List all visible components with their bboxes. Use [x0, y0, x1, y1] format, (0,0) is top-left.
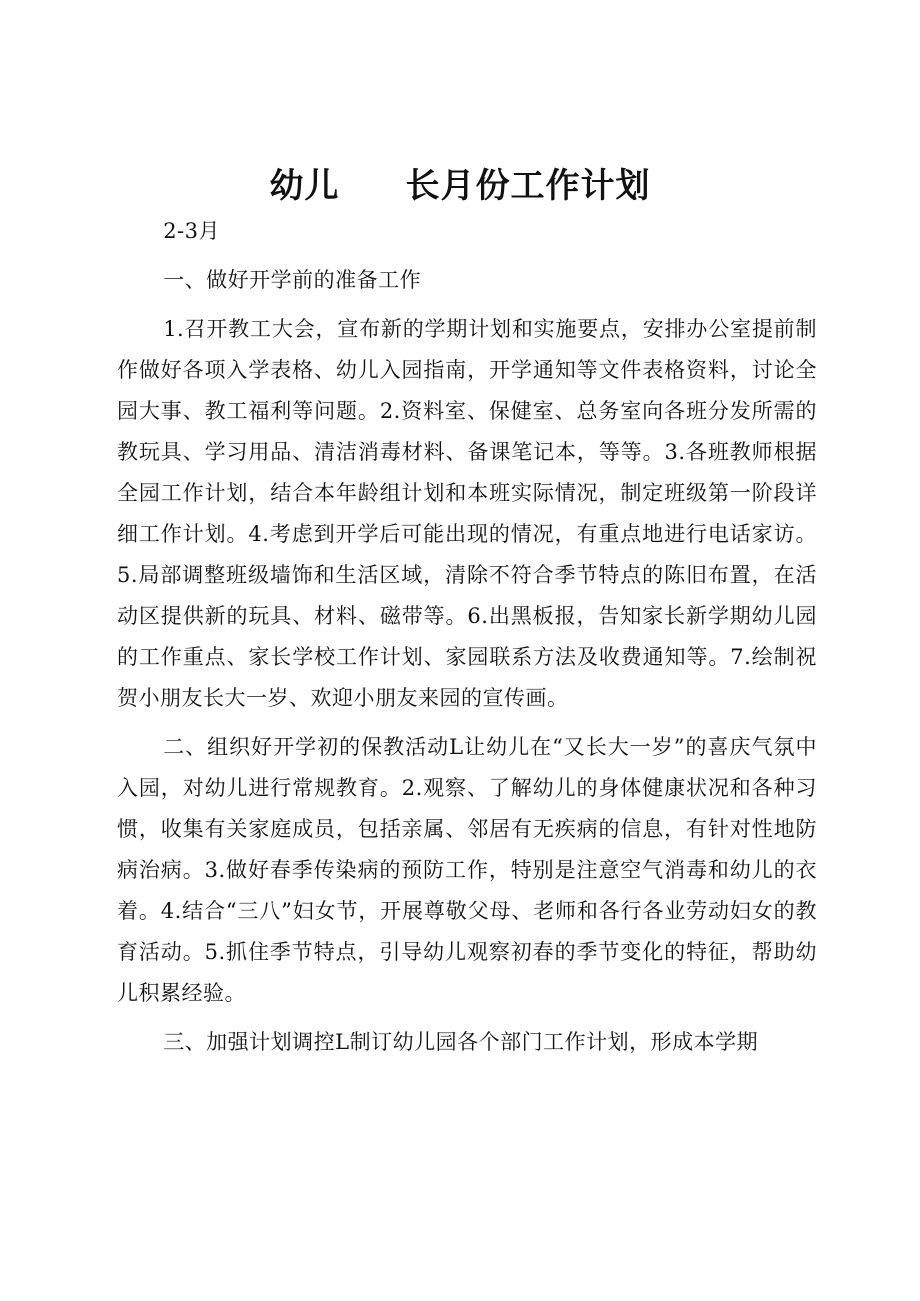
document-body	[117, 211, 817, 1071]
section-2-body: 二、组织好开学初的保教活动L让幼儿在“又长大一岁”的喜庆气氛中入园，对幼儿进行常规教育。2.观察、了解幼儿的身体健康状况和各种习惯，收集有关家庭成员，包括亲属、邻居有无疾病的信息，有针对性地防病治病。3.做好春季传染病的预防工作，特别是注意空气消毒和幼儿的衣着。4.结合“三八”妇女节，开展尊敬父母、老师和各行各业劳动妇女的教育活动。5.抓住季节特点，引导幼儿观察初春的季节变化的特征，帮助幼儿积累经验。	[117, 735, 817, 1005]
title-part-2: 长月份工作计划	[405, 166, 651, 206]
document-title	[0, 163, 920, 209]
date-range: 2-3月	[163, 219, 221, 243]
title-part-1: 幼儿	[269, 166, 340, 206]
section-1-heading: 一、做好开学前的准备工作	[163, 268, 422, 292]
section-1-body: 1.召开教工大会，宣布新的学期计划和实施要点，安排办公室提前制作做好各项入学表格、幼儿入园指南，开学通知等文件表格资料，讨论全园大事、教工福利等问题。2.资料室、保健室、总务室向各班分发所需的教玩具、学习用品、清洁消毒材料、备课笔记本，等等。3.各班教师根据全园工作计划，结合本年龄组计划和本班实际情况，制定班级第一阶段详细工作计划。4.考虑到开学后可能出现的情况，有重点地进行电话家访。5.局部调整班级墙饰和生活区域，清除不符合季节特点的陈旧布置，在活动区提供新的玩具、材料、磁带等。6.出黑板报，告知家长新学期幼儿园的工作重点、家长学校工作计划、家园联系方法及收费通知等。7.绘制祝贺小朋友长大一岁、欢迎小朋友来园的宣传画。	[117, 317, 817, 710]
section-3-body: 三、加强计划调控L制订幼儿园各个部门工作计划，形成本学期	[163, 1030, 759, 1054]
